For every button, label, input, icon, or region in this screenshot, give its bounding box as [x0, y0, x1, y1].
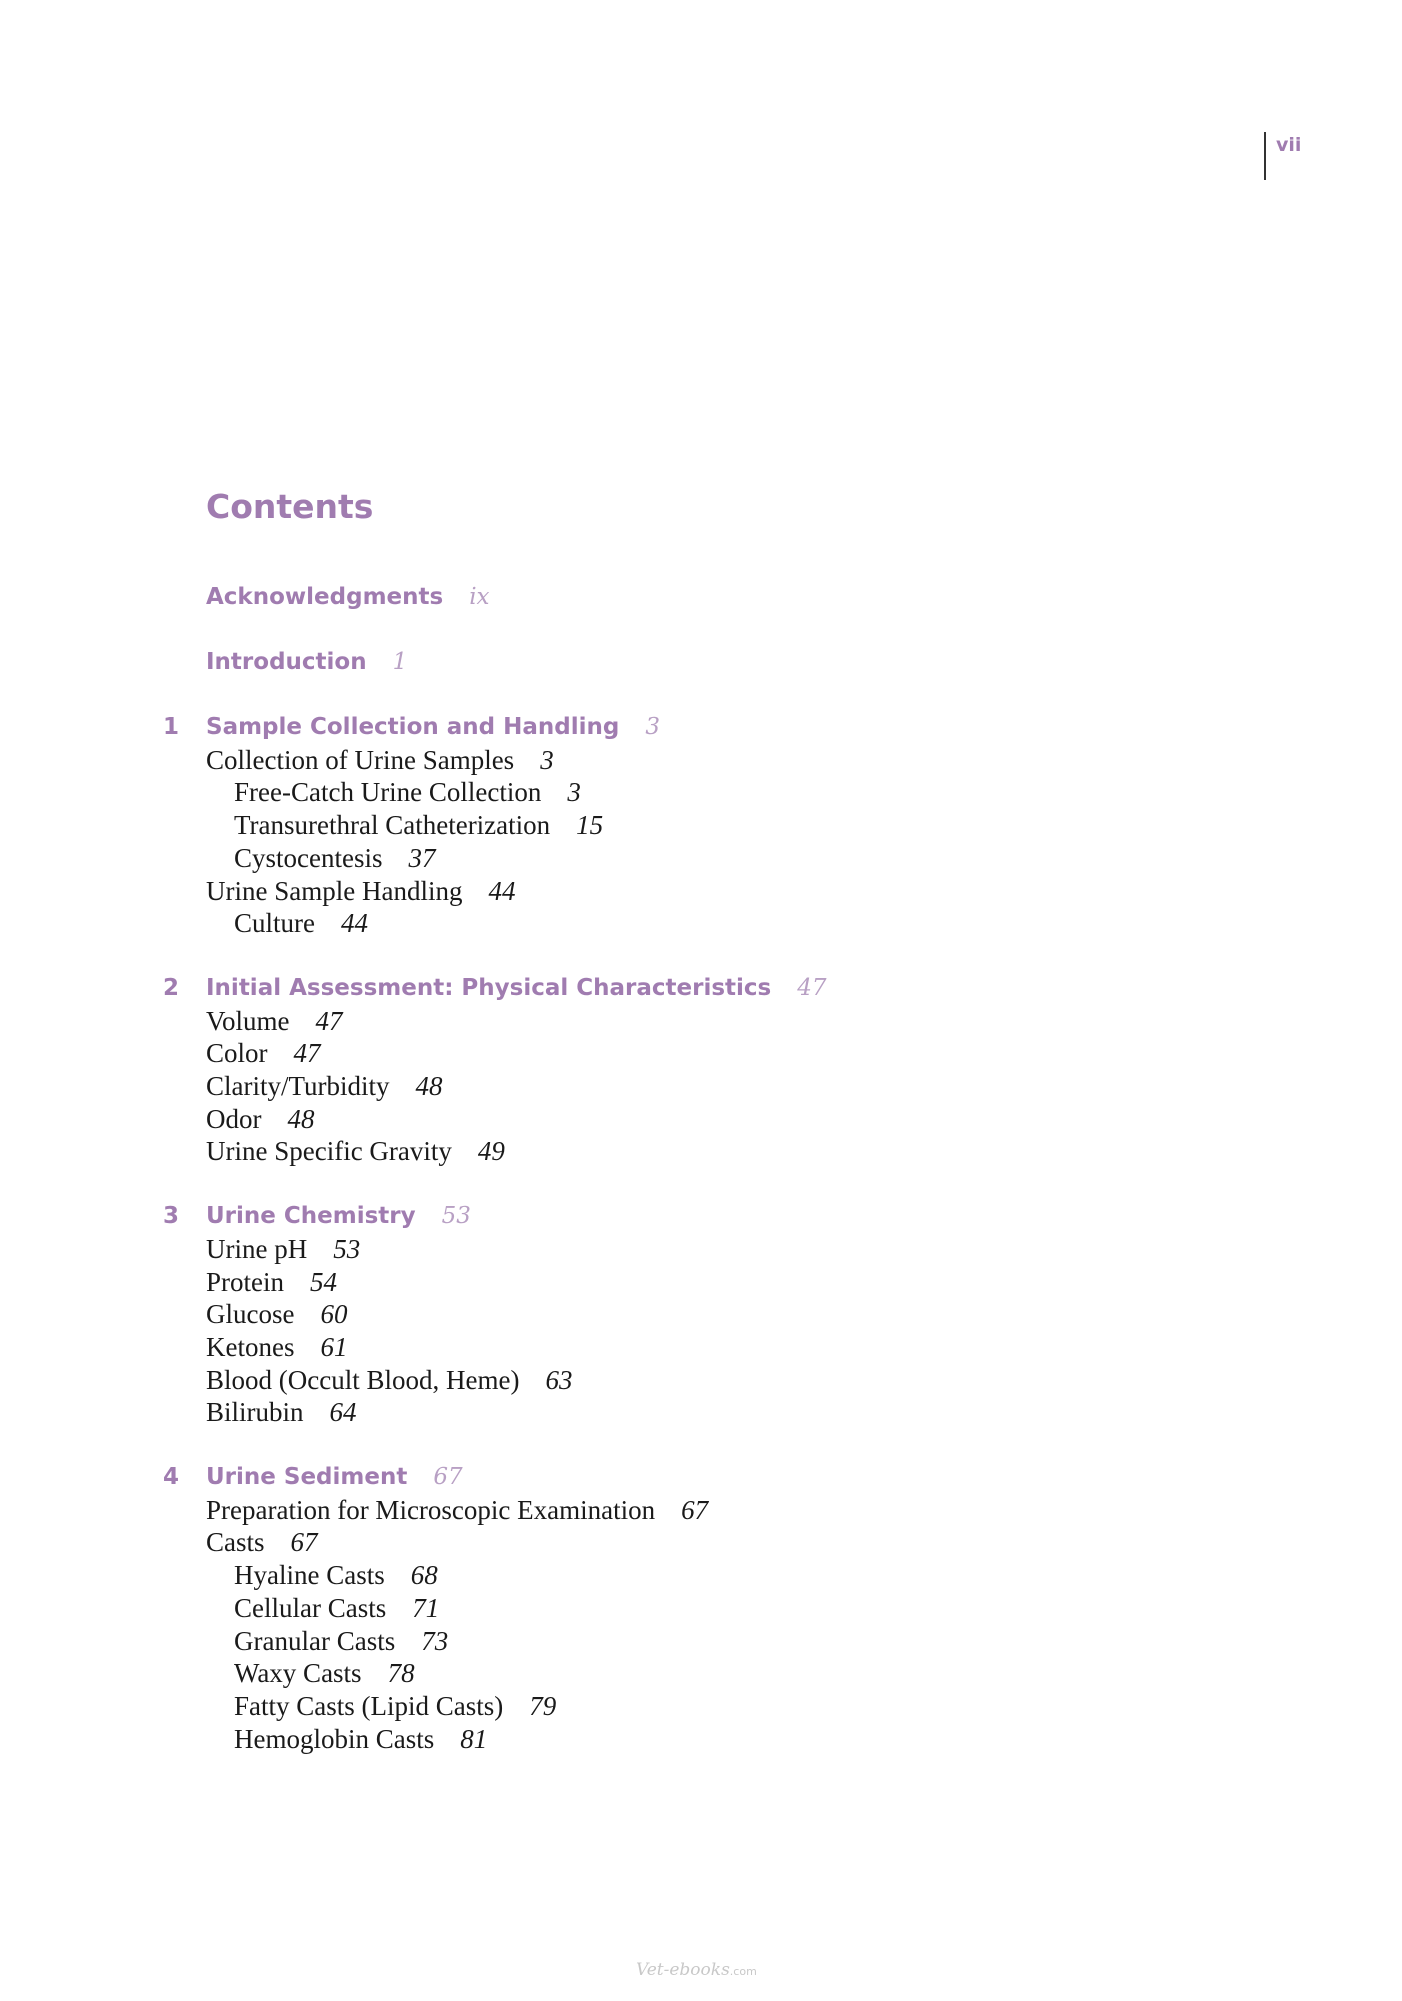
toc-item-page: 79 [529, 1690, 557, 1721]
toc-subsection-item[interactable] [234, 808, 603, 842]
toc-item-label: Preparation for Microscopic Examination [206, 1494, 656, 1525]
toc-item-page: 3 [540, 744, 554, 775]
toc-item-label: Cystocentesis [234, 842, 383, 873]
chapter-title: Urine Chemistry [206, 1203, 416, 1230]
toc-item-page: ix [469, 584, 490, 610]
toc-item-label: Free-Catch Urine Collection [234, 777, 542, 808]
chapter-page: 67 [433, 1464, 463, 1490]
chapter-heading[interactable] [206, 1460, 463, 1494]
toc-item-label: Urine pH [206, 1233, 308, 1264]
toc-section-item[interactable] [206, 1134, 505, 1168]
toc-section-item[interactable] [206, 743, 554, 777]
toc-item-page: 37 [408, 842, 436, 873]
toc-item-page: 71 [412, 1592, 440, 1623]
toc-item-page: 53 [333, 1233, 361, 1264]
chapter-title: Urine Sediment [206, 1464, 408, 1490]
toc-item-label: Transurethral Catheterization [234, 810, 551, 841]
chapter-number: 4 [163, 1464, 180, 1490]
watermark-text: Vet-ebooks [636, 1960, 730, 1980]
chapter-number: 1 [163, 714, 180, 740]
toc-item-label: Casts [206, 1527, 265, 1558]
toc-item-label: Granular Casts [234, 1625, 396, 1656]
toc-subsection-item[interactable] [234, 1656, 415, 1690]
toc-item-label: Introduction [206, 649, 367, 675]
toc-item-label: Fatty Casts (Lipid Casts) [234, 1690, 504, 1721]
toc-subsection-item[interactable] [234, 841, 436, 875]
toc-item-label: Color [206, 1038, 268, 1069]
chapter-page: 47 [797, 974, 827, 1001]
toc-item-label: Bilirubin [206, 1397, 304, 1428]
toc-item-label: Collection of Urine Samples [206, 744, 515, 775]
toc-section-item[interactable] [206, 1069, 443, 1103]
watermark [636, 1960, 757, 1980]
chapter-page: 53 [441, 1203, 471, 1230]
chapter-heading[interactable] [206, 710, 660, 744]
chapter-title: Initial Assessment: Physical Characteristics [206, 974, 772, 1001]
toc-section-item[interactable] [206, 874, 515, 908]
toc-item-page: 44 [488, 875, 516, 906]
chapter-page: 3 [645, 714, 660, 740]
toc-section-item[interactable] [206, 1363, 572, 1397]
watermark-suffix: .com [729, 1965, 757, 1978]
toc-subsection-item[interactable] [234, 1624, 448, 1658]
toc-item-page: 73 [421, 1625, 449, 1656]
toc-item-label: Urine Sample Handling [206, 875, 463, 906]
toc-item-page: 48 [415, 1071, 443, 1101]
toc-item-page: 48 [287, 1103, 315, 1134]
toc-subsection-item[interactable] [234, 906, 368, 940]
toc-item-page: 44 [341, 908, 368, 939]
toc-item-page: 67 [290, 1527, 318, 1558]
toc-item-page: 15 [576, 810, 604, 841]
toc-section-item[interactable] [206, 1395, 357, 1429]
toc-section-item[interactable] [206, 1330, 347, 1364]
toc-section-item[interactable] [206, 1493, 708, 1527]
toc-item-label: Culture [234, 908, 315, 939]
toc-item-label: Protein [206, 1266, 284, 1297]
toc-item-label: Clarity/Turbidity [206, 1071, 390, 1101]
toc-item-page: 3 [567, 777, 581, 808]
toc-item-label: Urine Specific Gravity [206, 1136, 452, 1167]
toc-section-item[interactable] [206, 1036, 321, 1070]
toc-item-page: 67 [681, 1494, 709, 1525]
toc-section-item[interactable] [206, 1232, 360, 1266]
chapter-title: Sample Collection and Handling [206, 714, 620, 740]
toc-item-page: 78 [387, 1658, 415, 1689]
toc-subsection-item[interactable] [234, 1558, 438, 1592]
toc-front-matter-item[interactable] [206, 645, 407, 679]
chapter-heading[interactable] [206, 971, 827, 1005]
toc-item-page: 54 [310, 1266, 337, 1297]
toc-item-page: 47 [293, 1038, 321, 1069]
toc-item-label: Cellular Casts [234, 1592, 387, 1623]
toc-item-page: 47 [315, 1005, 343, 1036]
toc-item-page: 1 [392, 649, 408, 675]
toc-subsection-item[interactable] [234, 1689, 556, 1723]
toc-item-label: Blood (Occult Blood, Heme) [206, 1364, 520, 1395]
toc-section-item[interactable] [206, 1265, 337, 1299]
page-title: Contents [206, 487, 374, 526]
toc-item-page: 61 [320, 1331, 348, 1362]
toc-item-label: Glucose [206, 1299, 295, 1330]
toc-section-item[interactable] [206, 1102, 315, 1136]
toc-subsection-item[interactable] [234, 1722, 487, 1756]
toc-subsection-item[interactable] [234, 775, 581, 809]
chapter-number: 3 [163, 1203, 180, 1230]
toc-item-label: Waxy Casts [234, 1658, 362, 1689]
toc-item-label: Ketones [206, 1331, 295, 1362]
chapter-number: 2 [163, 974, 180, 1001]
page-number: vii [1276, 134, 1302, 156]
chapter-heading[interactable] [206, 1199, 471, 1233]
toc-item-page: 60 [320, 1299, 348, 1330]
toc-item-page: 64 [329, 1397, 357, 1428]
toc-subsection-item[interactable] [234, 1591, 439, 1625]
toc-item-label: Odor [206, 1103, 262, 1134]
toc-item-page: 68 [410, 1560, 438, 1591]
toc-item-page: 81 [460, 1723, 488, 1754]
toc-item-label: Acknowledgments [206, 584, 444, 610]
toc-section-item[interactable] [206, 1004, 343, 1038]
toc-item-label: Hyaline Casts [234, 1560, 385, 1591]
toc-item-page: 49 [477, 1136, 505, 1167]
toc-front-matter-item[interactable] [206, 580, 490, 614]
toc-item-page: 63 [545, 1364, 573, 1395]
toc-section-item[interactable] [206, 1297, 347, 1331]
toc-item-label: Volume [206, 1005, 290, 1036]
toc-item-label: Hemoglobin Casts [234, 1723, 435, 1754]
toc-section-item[interactable] [206, 1525, 318, 1559]
